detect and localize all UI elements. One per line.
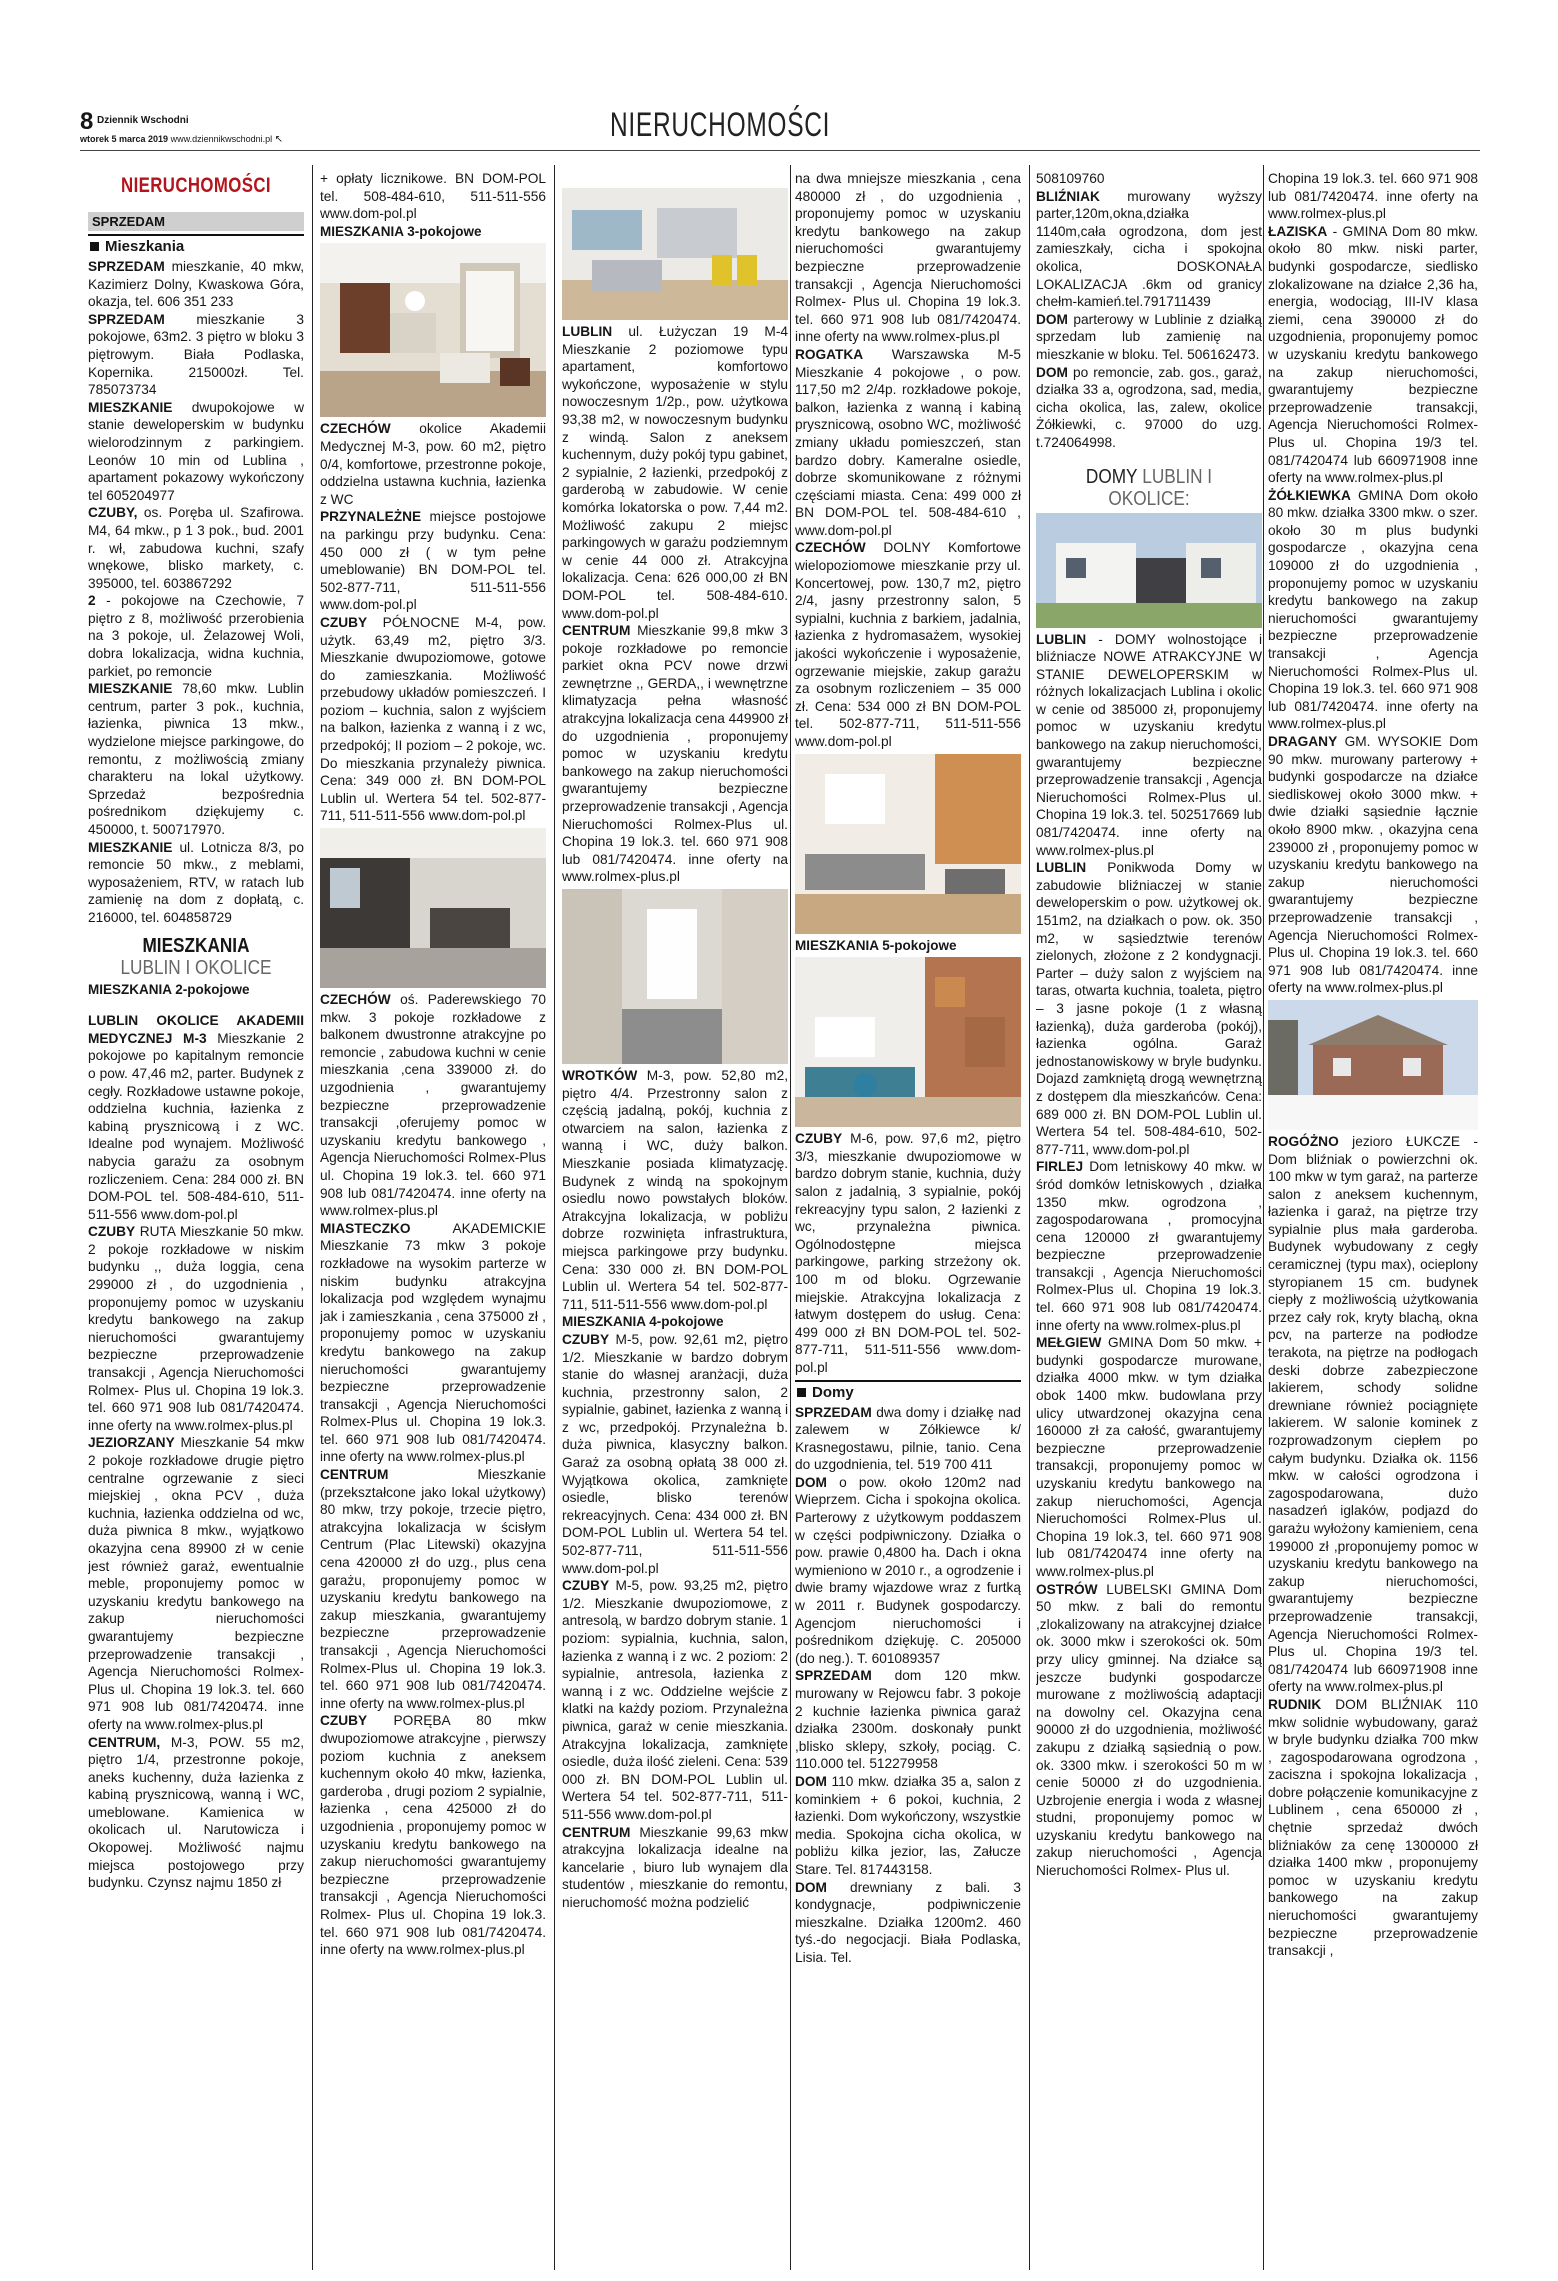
listing-item [1268, 223, 1478, 487]
listing-group [562, 323, 788, 1313]
listing-lead: LUBLIN OKOLICE AKADEMII MEDYCZNEJ M-3 [88, 1013, 304, 1046]
listing-body: DOM BLIŹNIAK 110 mkw solidnie wybudowany, garaż w bryle budynku działka 700 mkw , zagospodarowana ogrodzona , zaciszna i spokojna lokalizacja , dobre połączenie komunikacyjne z Lublinem , cena 650000 zł , chętnie sprzedaż dwóch bliźniaków za cenę 1300000 zł działka 1400 mkw , proponujemy pomoc w uzyskaniu kredytu bankowego na zakup nieruchomości gwarantujemy bezpieczne przeprowadzenie transakcji , [1268, 1696, 1478, 1959]
square-bullet-icon [90, 242, 99, 251]
listing-body: LUBELSKI GMINA Dom 50 mkw. z bali do remontu ,zlokalizowany na atrakcyjnej działce ok. 3000 mkw i szerokości ok. 50m przy ulicy gminnej. Na działce są jeszcze budynki gospodarcze murowane z możliwością adaptacji na dowolny cel. Okazyjna cena 90000 zł do uzgodnienia, możliwość zakupu z działką sąsiednią o pow. ok. 3300 mkw. i szerokości 50 m w cenie 50000 zł do uzgodnienia. Uzbrojenie energia i woda z własnej studni, proponujemy pomoc w uzyskaniu kredytu bankowego na zakup nieruchomości , Agencja Nieruchomości Rolmex- Plus ul. [1036, 1581, 1262, 1879]
listing-lead: ŁAZISKA [1268, 223, 1328, 239]
listing-lead: CZECHÓW [320, 421, 391, 437]
listing-item [562, 1067, 788, 1313]
listing-lead: DOM [795, 1879, 827, 1895]
listing-body: M-3, POW. 55 m2, piętro 1/4, przestronne pokoje, aneks kuchenny, duża łazienka z kabiną prysznicową, wanną i WC, umeblowane. Kamienica w okolicach ul. Narutowicza i Okopowej. Możliwość najmu miejsca postojowego przy budynku. Czynsz najmu 1850 zł [88, 1734, 304, 1891]
subsection-label-text: MIESZKANIA 3-pokojowe [320, 223, 482, 239]
listing-item [1268, 733, 1478, 997]
listing-lead: ROGÓŻNO [1268, 1133, 1339, 1149]
listing-body: M-3, pow. 52,80 m2, piętro 4/4. Przestronny salon z częścią jadalną, pokój, kuchnia z otwarciem na salon, łazienka z wanną i WC, duży balkon. Mieszkanie posiada klimatyzację. Budynek z windą na spokojnym osiedlu nowo powstałych bloków. Atrakcyjna lokalizacja, w pobliżu dobrze rozwinięta infrastruktura, miejsca parkingowe przy budynku. Cena: 330 000 zł. BN DOM-POL Lublin ul. Wertera 54 tel. 502-877-711, 511-511-556 www.dom-pol.pl [562, 1068, 788, 1312]
subsection-label-text: MIESZKANIA 2-pokojowe [88, 981, 250, 997]
listing-item [320, 508, 546, 614]
subsection-label-text: MIESZKANIA 5-pokojowe [795, 937, 957, 953]
subsection-label [795, 937, 1021, 955]
listing-body: miejsce postojowe na parkingu przy budynku. Cena: 450 000 zł ( w tym pełne umeblowanie) BN DOM-POL tel. 502-877-711, 511-511-556 www.dom-pol.pl [320, 509, 546, 613]
listing-item [320, 614, 546, 825]
listing-lead: SPRZEDAM [795, 1404, 872, 1420]
group-label: Domy [812, 1383, 854, 1401]
listing-item [320, 1466, 546, 1712]
listing-lead: CZUBY, [88, 505, 138, 521]
listing-item [562, 622, 788, 886]
listing-item [1036, 1334, 1262, 1580]
listing-lead: CENTRUM [562, 1824, 631, 1840]
listing-item [320, 420, 546, 508]
apartment-photo [320, 828, 546, 988]
column-2 [320, 170, 546, 2270]
listing-body: okolice Akademii Medycznej M-3, pow. 60 m2, piętro 0/4, komfortowe, przestronne pokoje, oddzielna ustawna kuchnia, łazienka z WC [320, 421, 546, 507]
listing-body: Mieszkanie 99,8 mkw 3 pokoje rozkładowe po remoncie parkiet okna PCV nowe drzwi zewnętrzne ,, GERDA,, i wewnętrzne klimatyzacja pełna własność atrakcyjna lokalizacja cena 449900 zł do uzgodnienia , proponujemy pomoc w uzyskaniu kredytu bankowego na zakup nieruchomości gwarantujemy bezpieczne przeprowadzenie transakcji , Agencja Nieruchomości Rolmex-Plus ul. Chopina 19 lok.3. tel. 660 971 908 lub 081/7420474. inne oferty na www.rolmex-plus.pl [562, 623, 788, 885]
listing-body: dom 120 mkw. murowany w Rejowcu fabr. 3 pokoje 2 kuchnie łazienka piwnica garaż działka 2300m. doskonały punkt ,blisko sklepy, szkoły, pociąg. C. 110.000 tel. 512279958 [795, 1668, 1021, 1772]
listing-body: PORĘBA 80 mkw dwupoziomowe atrakcyjne , pierwszy poziom kuchnia z aneksem kuchennym około 40 mkw, łazienka, garderoba , drugi poziom 2 sypialnie, łazienka , cena 425000 zł do uzgodnienia , proponujemy pomoc w uzyskaniu kredytu bankowego na zakup nieruchomości gwarantujemy bezpieczne przeprowadzenie transakcji , Agencja Nieruchomości Rolmex- Plus ul. Chopina 19 lok.3. tel. 660 971 908 lub 081/7420474. inne oferty na www.rolmex-plus.pl [320, 1713, 546, 1958]
listing-item [1268, 170, 1478, 223]
column-divider [312, 165, 313, 2270]
listing-item [320, 1220, 546, 1466]
listing-lead: SPRZEDAM [795, 1668, 872, 1684]
listing-lead: CZUBY [795, 1131, 843, 1147]
header-rule [80, 150, 1480, 151]
column-1 [88, 170, 304, 2270]
listing-body: GMINA Dom około 80 mkw. działka 3300 mkw. o szer. około 30 m plus budynki gospodarcze , okazyjna cena 109000 zł do uzgodnienia , proponujemy pomoc w uzyskaniu kredytu bankowego na zakup nieruchomości gwarantujemy bezpieczne przeprowadzenie transakcji , Agencja Nieruchomości Rolmex-Plus ul. Chopina 19 lok.3. tel. 660 971 908 lub 081/7420474. inne oferty na www.rolmex-plus.pl [1268, 487, 1478, 732]
listing-body: 78,60 mkw. Lublin centrum, parter 3 pok., kuchnia, łazienka, piwnica 13 mkw., wydzielone miejsce parkingowe, do remontu, z możliwością zmiany charakteru na lokal użytkowy. Sprzedaż bezpośrednia pośrednikom dziękujemy c. 450000, t. 500717970. [88, 681, 304, 837]
section-heading-line1: DOMY [1085, 465, 1138, 488]
listing-group [1268, 170, 1478, 1130]
country-house-icon [1268, 1000, 1478, 1130]
section-heading-line2: OKOLICE: [1108, 487, 1190, 510]
listing-item [1036, 170, 1262, 188]
listing-lead: PRZYNALEŻNE [320, 509, 422, 525]
listing-body: M-6, pow. 97,6 m2, piętro 3/3, mieszkanie dwupoziomowe w bardzo dobrym stanie, kuchnia, duży salon z jadalnią, 3 sypialnie, pokój rekreacyjny typu salon, 2 łazienki z wc, przynależna piwnica. Ogólnodostępne miejsca parkingowe, parking strzeżony ok. 100 m od bloku. Ogrzewanie miejskie. Atrakcyjna lokalizacja z łatwym dostępem do usług. Cena: 499 000 zł BN DOM-POL tel. 502-877-711, 511-511-556 www.dom-pol.pl [795, 1131, 1021, 1375]
listing-group [795, 1404, 1021, 1967]
paper-url[interactable]: www.dziennikwschodni.pl [170, 134, 273, 144]
group-label: Mieszkania [105, 238, 185, 255]
dark-kitchen-icon [320, 828, 546, 988]
listing-body: drewniany z bali. 3 kondygnacje, podpiwniczenie mieszkalne. Działka 1200m2. 460 tyś.-do negocjacji. Biała Podlaska, Lisia. Tel. [795, 1879, 1021, 1965]
section-heading-line1b: LUBLIN I [1142, 465, 1213, 488]
listing-lead: DRAGANY [1268, 734, 1338, 749]
listing-lead: DOM [1036, 364, 1068, 380]
listing-body: oś. Paderewskiego 70 mkw. 3 pokoje rozkładowe z balkonem dwustronne atrakcyjne po remoncie , zabudowa kuchni w cenie mieszkania ,cena 339000 zł. do uzgodnienia , gwarantujemy bezpieczne przeprowadzenie transakcji ,oferujemy pomoc w uzyskaniu kredytu bankowego , Agencja Nieruchomości Rolmex-Plus ul. Chopina 19 lok.3. tel. 660 971 908 lub 081/7420474. inne oferty na www.rolmex-plus.pl [320, 992, 546, 1219]
column-divider [554, 165, 555, 2270]
listing-lead: CZECHÓW [795, 540, 866, 556]
listing-lead: CENTRUM [320, 1467, 389, 1483]
listing-lead: RUDNIK [1268, 1696, 1322, 1712]
listing-body: M-5, pow. 92,61 m2, piętro 1/2. Mieszkanie w bardzo dobrym stanie do własnej aranżacji, duża kuchnia, przestronny salon, 2 sypialnie, gabinet, łazienka z wanną i z wc, przedpokój. Przynależna b. duża piwnica, klasyczny balkon. Garaż za osobną opłatą 38 000 zł. Wyjątkowa okolica, zamknięte osiedle, blisko terenów rekreacyjnych. Cena: 434 000 zł. BN DOM-POL Lublin ul. Wertera 54 tel. 502-877-711, 511-511-556 www.dom-pol.pl [562, 1331, 788, 1576]
listing-group [320, 420, 546, 1958]
listing-item [88, 680, 304, 838]
apartment-photo [795, 754, 1021, 934]
listing-item [320, 170, 546, 223]
listing-item [88, 1734, 304, 1892]
listing-item [88, 1223, 304, 1434]
listing-item [1036, 859, 1262, 1158]
listing-item [562, 323, 788, 622]
listing-item [795, 170, 1021, 346]
group-heading [88, 234, 304, 255]
listing-lead: MIESZKANIE [88, 399, 173, 415]
listing-lead: CZUBY [320, 1713, 368, 1729]
listing-item [1036, 1158, 1262, 1334]
listing-lead: JEZIORZANY [88, 1435, 175, 1451]
listing-item [1036, 188, 1262, 311]
section-title: NIERUCHOMOŚCI [610, 106, 831, 144]
listing-body: Mieszkanie 99,63 mkw atrakcyjna lokalizacja idealne na kancelarie , biuro lub wynajem dla studentów , mieszkanie do remontu, nieruchomość można podzielić [562, 1824, 788, 1910]
listing-body: M-5, pow. 93,25 m2, piętro 1/2. Mieszkanie dwupoziomowe, z antresolą, w bardzo dobrym stanie. 1 poziom: sypialnia, kuchnia, salon, łazienka z wanną i z wc. 2 poziom: 2 sypialnie, antresola, łazienka z wanną i z wc. Oddzielne wejście z klatki na każdy poziom. Przynależna piwnica, garaż w cenie mieszkania. Atrakcyjna lokalizacja, zamknięte osiedle, duża ilość zieleni. Cena: 539 000 zł. BN DOM-POL Lublin ul. Wertera 54 tel. 502-877-711, 511-511-556 www.dom-pol.pl [562, 1578, 788, 1822]
listing-item [1036, 631, 1262, 860]
group-heading [795, 1380, 1021, 1401]
cursor-arrow-icon: ↖ [274, 134, 284, 145]
listing-item [562, 1331, 788, 1577]
listing-item [1036, 364, 1262, 452]
listing-lead: DOM [795, 1474, 827, 1490]
column-6 [1268, 170, 1478, 2270]
listing-lead: FIRLEJ [1036, 1159, 1084, 1175]
listing-lead: CZECHÓW [320, 992, 391, 1008]
listing-body: - pokojowe na Czechowie, 7 piętro z 8, możliwość przerobienia na 3 pokoje, ul. Żelazowej Woli, dobra lokalizacja, widna kuchnia, parkiet, po remoncie [88, 593, 304, 679]
listing-body: 508109760 [1036, 171, 1105, 186]
subsection-label [562, 1313, 788, 1331]
listing-body: dwa domy i działkę nad zalewem w Zółkiewce k/ Krasnegostawu, pilnie, tanio. Cena do uzgodnienia, tel. 519 700 411 [795, 1404, 1021, 1473]
listing-item [88, 839, 304, 927]
listing-item [562, 1577, 788, 1823]
listing-item [1268, 1696, 1478, 1960]
apartment-photo [562, 889, 788, 1064]
listing-lead: SPRZEDAM [88, 259, 165, 274]
section-heading [103, 935, 289, 979]
listing-lead: CZUBY [562, 1331, 610, 1347]
listing-body: RUTA Mieszkanie 50 mkw. 2 pokoje rozkładowe w niskim budynku ,, duża loggia, cena 299000 zł , do uzgodnienia , proponujemy pomoc w uzyskaniu kredytu bankowego na zakup nieruchomości gwarantujemy bezpieczne przeprowadzenie transakcji , Agencja Nieruchomości Rolmex- Plus ul. Chopina 19 lok.3. tel. 660 971 908 lub 081/7420474. inne oferty na www.rolmex-plus.pl [88, 1224, 304, 1433]
listing-item [320, 1712, 546, 1958]
listing-lead: DOM [795, 1773, 827, 1789]
listing-body: 110 mkw. działka 35 a, salon z kominkiem + 6 pokoi, kuchnia, 2 łazienki. Dom wykończony, wszystkie media. Spokojna cicha okolica, w pobliżu kilka jezior, las, Załucze Stare. Tel. 817443158. [795, 1773, 1021, 1877]
apartment-photo [795, 957, 1021, 1127]
column-5 [1036, 170, 1262, 2270]
listing-lead: ROGATKA [795, 346, 864, 362]
listing-item [795, 346, 1021, 540]
section-heading-line1: MIESZKANIA [142, 934, 250, 957]
listing-item [795, 1474, 1021, 1668]
listing-item [88, 1012, 304, 1223]
listing-body: GM. WYSOKIE Dom 90 mkw. murowany parterowy + budynki gospodarcze na działce siedliskowej około 3000 mkw. + dwie działki sąsiednie łącznie około 8900 mkw. , okazyjna cena 239000 zł , proponujemy pomoc w uzyskaniu kredytu bankowego na zakup nieruchomości gwarantujemy bezpieczne przeprowadzenie transakcji , Agencja Nieruchomości Rolmex- Plus ul. Chopina 19 lok.3. tel. 660 971 908 lub 081/7420474. inne oferty na www.rolmex-plus.pl [1268, 734, 1478, 996]
listing-group [1036, 170, 1262, 452]
listing-item [1036, 1581, 1262, 1880]
listing-body: dwupokojowe w stanie deweloperskim w budynku wielorodzinnym z parkingiem. Leonów 10 min od Lublina , apartament pokazowy wykończony tel 605204977 [88, 399, 304, 503]
listing-group [88, 258, 304, 927]
listing-item [88, 504, 304, 592]
listing-lead: LUBLIN [1036, 860, 1087, 876]
subsection-label [320, 223, 546, 241]
page-header [80, 106, 1480, 152]
listing-item [562, 1824, 788, 1912]
category-bar: SPRZEDAM [88, 212, 304, 231]
house-photo [1268, 1000, 1478, 1130]
listing-body: na dwa mniejsze mieszkania , cena 480000 zł , do uzgodnienia , proponujemy pomoc w uzyskaniu kredytu bankowego na zakup nieruchomości gwarantujemy bezpieczne przeprowadzenie transakcji , Agencja Nieruchomości Rolmex- Plus ul. Chopina 19 lok.3. tel. 660 971 908 lub 081/7420474. inne oferty na www.rolmex-plus.pl [795, 171, 1021, 345]
listing-group [88, 1012, 304, 1892]
paper-name: Dziennik Wschodni [97, 115, 189, 126]
listing-group [1268, 1133, 1478, 1960]
listing-item [88, 258, 304, 311]
listing-group [1036, 631, 1262, 1880]
listing-body: ul. Lotnicza 8/3, po remoncie 50 mkw., z meblami, wyposażeniem, RTV, w ratach lub zamienię na dom z dopłatą, c. 216000, tel. 604858729 [88, 839, 304, 925]
subsection-label [88, 981, 304, 999]
listing-item [1268, 487, 1478, 733]
listing-body: Mieszkanie 2 pokojowe po kapitalnym remoncie o pow. 47,46 m2, parter. Budynek z cegły. Rozkładowe ustawne pokoje, oddzielna kuchnia, łazienka z kabiną prysznicową i z WC. Idealne pod wynajem. Możliwość nabycia garażu za osobnym rozliczeniem. Cena: 284 000 zł. BN DOM-POL tel. 508-484-610, 511-511-556 www.dom-pol.pl [88, 1030, 304, 1222]
listing-body: + opłaty licznikowe. BN DOM-POL tel. 508-484-610, 511-511-556 www.dom-pol.pl [320, 171, 546, 222]
listing-item [795, 1773, 1021, 1879]
listing-body: po remoncie, zab. gos., garaż, działka 33 a, ogrodzona, sad, media, cicha okolica, las, zalew, okolice Żółkiewki, c. 97000 do uzg. t.724064998. [1036, 364, 1262, 450]
listing-body: PÓŁNOCNE M-4, pow. użytk. 63,49 m2, piętro 3/3. Mieszkanie dwupoziomowe, gotowe do zamieszkania. Możliwość przebudowy układów pomieszczeń. I poziom – kuchnia, salon z wyjściem na balkon, łazienka z wanną i z wc, przedpokój; II poziom – 2 pokoje, wc. Do mieszkania przynależy piwnica. Cena: 349 000 zł. BN DOM-POL Lublin ul. Wertera 54 tel. 502-877-711, 511-511-556 www.dom-pol.pl [320, 614, 546, 824]
listing-lead: CZUBY [562, 1578, 610, 1594]
listing-item [88, 399, 304, 505]
listing-body: mieszkanie 3 pokojowe, 63m2. 3 piętro w bloku 3 piętrowym. Biała Podlaska, Kopernika. 215000zł. Tel. 785073734 [88, 311, 304, 398]
issue-date [80, 134, 283, 145]
listing-lead: CENTRUM, [88, 1734, 161, 1750]
hallway-icon [562, 889, 788, 1064]
listing-body: Warszawska M-5 Mieszkanie 4 pokojowe , o pow. 117,50 m2 2/4p. rozkładowe pokoje, balkon, łazienka z wanną i kabiną prysznicową, osobno WC, możliwość zmiany układu pomieszczeń, stan bardzo dobry. Kameralne osiedle, dobrze skomunikowane z różnymi częściami miasta. Cena: 499 000 zł BN DOM-POL tel. 508-484-610 , www.dom-pol.pl [795, 346, 1021, 538]
listing-lead: OSTRÓW [1036, 1581, 1098, 1597]
listing-body: AKADEMICKIE Mieszkanie 73 mkw 3 pokoje rozkładowe na wysokim parterze w niskim budynku atrakcyjna lokalizacja pod względem wynajmu jak i zamieszkania , cena 375000 zł , proponujemy pomoc w uzyskaniu kredytu bankowego na zakup nieruchomości gwarantujemy bezpieczne przeprowadzenie transakcji , Agencja Nieruchomości Rolmex-Plus ul. Chopina 19 lok.3. tel. 660 971 908 lub 081/7420474. inne oferty na www.rolmex-plus.pl [320, 1220, 546, 1465]
listing-lead: WROTKÓW [562, 1068, 638, 1083]
listing-lead: BLIŹNIAK [1036, 188, 1100, 204]
listing-group [320, 170, 546, 223]
listing-lead: MEŁGIEW [1036, 1335, 1102, 1351]
modern-house-icon [1036, 513, 1262, 628]
listing-lead: ŻÓŁKIEWKA [1268, 487, 1351, 503]
listing-lead: MIESZKANIE [88, 681, 173, 697]
listing-body: Mieszkanie (przekształcone jako lokal użytkowy) 80 mkw, trzy pokoje, trzecie piętro, atrakcyjna lokalizacja w ścisłym Centrum (Plac Litewski) okazyjna cena 420000 zł do uzg., plus cena garażu, proponujemy pomoc w uzyskaniu kredytu bankowego na zakup mieszkania, gwarantujemy bezpieczne przeprowadzenie transakcji , Agencja Nieruchomości Rolmex-Plus ul. Chopina 19 lok.3. tel. 660 971 908 lub 081/7420474. inne oferty na www.rolmex-plus.pl [320, 1467, 546, 1711]
listing-item [1036, 311, 1262, 364]
apartment-photo [320, 243, 546, 417]
listing-body: o pow. około 120m2 nad Wieprzem. Cicha i spokojna okolica. Parterowy z użytkowym poddaszem w części podpiwniczony. Działka o pow. prawie 0,4800 ha. Dach i okna wymieniono w 2010 r., a ogrodzenie i dwie bramy wjazdowe wraz z furtką w 2011 r. Budynek gospodarczy. Agencjom nieruchomości i pośrednikom dziękuję. C. 205000 (do neg.). T. 601089357 [795, 1474, 1021, 1666]
listing-lead: DOM [1036, 311, 1068, 327]
listing-item [88, 1434, 304, 1733]
listing-group [795, 1130, 1021, 1376]
listing-lead: 2 [88, 593, 96, 609]
listing-item [320, 991, 546, 1220]
listing-body: ul. Łużyczan 19 M-4 Mieszkanie 2 poziomowe typu apartament, komfortowo wykończone, wyposażenie w stylu nowoczesnym 1/2p., pow. użytkowa 93,38 m2, w nowoczesnym budynku z windą. Salon z aneksem kuchennym, duży pokój typu gabinet, 2 sypialnie, 2 łazienki, przedpokój z garderobą w zabudowie. W cenie komórka lokatorska o pow. 7,44 m2. Możliwość zakupu 2 miejsc parkingowych w garażu podziemnym w cenie 44 000 zł. Atrakcyjna lokalizacja. Cena: 626 000,00 zł BN DOM-POL tel. 508-484-610. www.dom-pol.pl [562, 324, 788, 621]
listing-body: murowany wyższy parter,120m,okna,działka 1140m,cała ogrodzona, dom jest zamieszkały, cicha i spokojna okolica, DOSKONAŁA LOKALIZACJA .6km od granicy chełm-kamień.tel.791711439 [1036, 188, 1262, 310]
section-heading [1052, 466, 1246, 510]
listing-lead: MIASTECZKO [320, 1220, 411, 1236]
listing-body: - GMINA Dom 80 mkw. około 80 mkw. niski parter, budynki gospodarcze, siedlisko zlokalizowane na działce 2,36 ha, energia, wodociąg, III-IV klasa ziemi, cena 390000 zł do uzgodnienia, proponujemy pomoc w uzyskaniu kredytu bankowego na zakup nieruchomości, gwarantujemy bezpieczne przeprowadzenie transakcji, Agencja Nieruchomości Rolmex-Plus ul. Chopina 19/3 tel. 081/7420474 lub 660971908 inne oferty na www.rolmex-plus.pl [1268, 223, 1478, 486]
issue-date-text: wtorek 5 marca 2019 [80, 134, 169, 144]
listing-lead: LUBLIN [1036, 631, 1087, 647]
bright-living-room-icon [795, 754, 1021, 934]
listing-body: mieszkanie, 40 mkw, Kazimierz Dolny, Kwaskowa Góra, okazja, tel. 606 351 233 [88, 259, 304, 310]
listing-body: parterowy w Lublinie z działką sprzedam lub zamienię na mieszkanie w bloku. Tel. 506162473. [1036, 311, 1262, 362]
listing-lead: SPRZEDAM [88, 311, 165, 327]
listing-item [795, 539, 1021, 750]
kitchen-room-icon [562, 170, 788, 320]
listing-item [88, 592, 304, 680]
listing-lead: LUBLIN [562, 324, 613, 339]
loft-living-room-icon [795, 957, 1021, 1127]
living-room-icon [320, 243, 546, 417]
square-bullet-icon [797, 1388, 806, 1397]
listing-body: jezioro ŁUKCZE - Dom bliźniak o powierzchni ok. 100 mkw w tym garaż, na parterze salon z aneksem kuchennym, łazienka i garaż, na piętrze trzy sypialnie plus mała garderoba. Budynek wybudowany z cegły ceramicznej (typu max), ocieplony styropianem 15 cm. budynek ciepły z możliwością użytkowania przez cały rok, kryty blachą, okna pcv, na parterze na podłodze terakota, na piętrze na podłogach deski dobrze zabezpieczone lakierem, schody solidne drewniane również pociągnięte lakierem. W salonie kominek z rozprowadzonym ciepłem po całym budynku. Działka ok. 1156 mkw. w całości ogrodzona i zagospodarowana, dużo nasadzeń iglaków, podjazd do garażu wyłożony kamieniem, cena 199000 zł ,proponujemy pomoc w uzyskaniu kredytu bankowego na zakup nieruchomości, gwarantujemy bezpieczne przeprowadzenie transakcji, Agencja Nieruchomości Rolmex-Plus ul. Chopina 19/3 tel. 081/7420474 lub 660971908 inne oferty na www.rolmex-plus.pl [1268, 1133, 1478, 1695]
masthead: NIERUCHOMOŚCI [121, 174, 271, 197]
apartment-photo [562, 170, 788, 320]
listing-lead: CENTRUM [562, 623, 631, 639]
listing-group [795, 170, 1021, 934]
listing-lead: CZUBY [88, 1224, 136, 1240]
listing-body: DOLNY Komfortowe wielopoziomowe mieszkanie przy ul. Koncertowej, pow. 130,7 m2, piętro 2/4, jasny przestronny salon, 5 sypialni, kuchnia z barkiem, jadalnia, łazienka z hydromasażem, wysokiej jakości wykończenie i wyposażenie, ogrzewanie miejskie, zakup garażu za osobnym rozliczeniem – 35 000 zł. Cena: 534 000 zł BN DOM-POL tel. 502-877-711, 511-511-556 www.dom-pol.pl [795, 540, 1021, 749]
listing-group [562, 1331, 788, 1912]
listing-body: os. Poręba ul. Szafirowa. M4, 64 mkw., p 1 3 pok., bud. 2001 r. wł, zabudowa kuchni, szafy wnękowe, blisko markety, c. 395000, tel. 603867292 [88, 505, 304, 591]
subsection-label-text: MIESZKANIA 4-pokojowe [562, 1314, 724, 1330]
listing-body: Mieszkanie 54 mkw 2 pokoje rozkładowe drugie piętro centralne ogrzewanie z sieci miejskiej , okna PCV , duża kuchnia, łazienka oddzielna od wc, duża piwnica 8 mkw., wyjątkowo okazyjna cena 89900 zł w cenie jest również garaż, ewentualnie meble, proponujemy pomoc w uzyskaniu kredytu bankowego na zakup nieruchomości gwarantujemy bezpieczne przeprowadzenie transakcji , Agencja Nieruchomości Rolmex- Plus ul. Chopina 19 lok.3. tel. 660 971 908 lub 081/7420474. inne oferty na www.rolmex-plus.pl [88, 1435, 304, 1732]
listing-item [1268, 1133, 1478, 1696]
column-4 [795, 170, 1021, 2270]
listing-item [795, 1879, 1021, 1967]
listing-body: - DOMY wolnostojące i bliźniacze NOWE ATRAKCYJNE W STANIE DEWELOPERSKIM w różnych lokalizacjach Lublina i okolic w cenie od 385000 zł, proponujemy pomoc w uzyskaniu kredytu bankowego na zakup nieruchomości, gwarantujemy bezpieczne przeprowadzenie transakcji , Agencja Nieruchomości Rolmex-Plus ul. Chopina 19 lok.3. tel. 502517669 lub 081/7420474. inne oferty na www.rolmex-plus.pl [1036, 631, 1262, 858]
listing-item [795, 1667, 1021, 1773]
page-number: 8 [80, 108, 94, 135]
listing-body: Ponikwoda Domy w zabudowie bliźniaczej w stanie deweloperskim o pow. użytkowej ok. 151m2, na działkach o pow. ok. 350 m2, w sąsiedztwie terenów zielonych, złożone z 2 kondygnacji. Parter – duży salon z wyjściem na taras, otwarta kuchnia, toaleta, piętro – 3 jasne pokoje (1 z własną łazienką), duża garderoba (pokój), łazienka ogólna. Garaż jednostanowiskowy w bryle budynku. Dojazd zamkniętą drogą wewnętrzną z dostępem dla mieszkańców. Cena: 689 000 zł. BN DOM-POL Lublin ul. Wertera 54 tel. 508-484-610, 502-877-711, www.dom-pol.pl [1036, 860, 1262, 1157]
column-divider [1263, 165, 1264, 2270]
listing-lead: MIESZKANIE [88, 839, 173, 855]
listing-body: Chopina 19 lok.3. tel. 660 971 908 lub 081/7420474. inne oferty na www.rolmex-plus.pl [1268, 171, 1478, 222]
house-photo [1036, 513, 1262, 628]
listing-body: GMINA Dom 50 mkw. + budynki gospodarcze murowane, działka 4000 mkw. w tym działka obok 1400 mkw. budowlana przy ulicy utwardzonej okazyjna cena 160000 zł za całość, gwarantujemy bezpieczne przeprowadzenie transakcji, proponujemy pomoc w uzyskaniu kredytu bankowego na zakup nieruchomości, Agencja Nieruchomości Rolmex-Plus ul. Chopina 19 lok.3, tel. 660 971 908 lub 081/7420474 inne oferty na www.rolmex-plus.pl [1036, 1335, 1262, 1579]
column-3 [562, 170, 788, 2270]
section-heading-line2: LUBLIN I OKOLICE [120, 956, 272, 979]
listing-item [88, 311, 304, 399]
listing-item [795, 1404, 1021, 1474]
listing-body: Dom letniskowy 40 mkw. w śród domków letniskowych , działka 1350 mkw. ogrodzona , zagospodarowana , promocyjna cena 120000 zł gwarantujemy bezpieczne przeprowadzenie transakcji , Agencja Nieruchomości Rolmex-Plus ul. Chopina 19 lok.3. tel. 660 971 908 lub 081/7420474. inne oferty na www.rolmex-plus.pl [1036, 1159, 1262, 1333]
column-divider [790, 165, 791, 2270]
listing-lead: CZUBY [320, 614, 368, 630]
column-divider [1029, 165, 1030, 2270]
listing-item [795, 1130, 1021, 1376]
